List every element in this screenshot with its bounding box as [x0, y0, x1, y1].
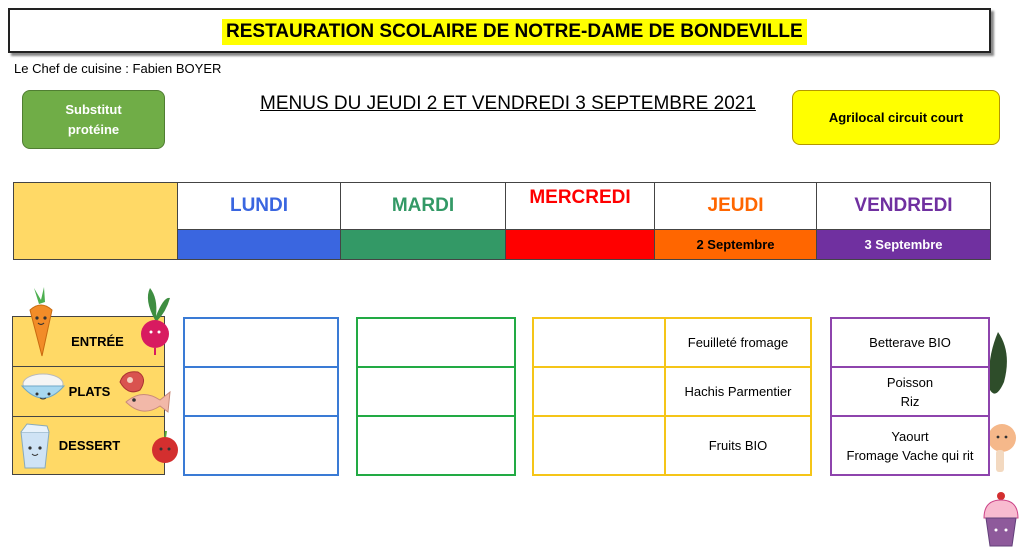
day-bar-jeudi: 2 Septembre: [654, 229, 817, 260]
vendredi-entree: Betterave BIO: [869, 335, 951, 350]
menu-title: MENUS DU JEUDI 2 ET VENDREDI 3 SEPTEMBRE 2021: [260, 93, 756, 114]
day-bar-lundi: [177, 229, 341, 260]
jeudi-dessert: Fruits BIO: [708, 438, 768, 453]
grid-divider: [183, 415, 339, 417]
jeudi-entree: Feuilleté fromage: [687, 335, 789, 350]
agrilocal-badge: Agrilocal circuit court: [792, 90, 1000, 145]
carrot-icon: [22, 286, 60, 358]
chef-label: Le Chef de cuisine : Fabien BOYER: [14, 61, 222, 76]
grid-divider: [356, 415, 516, 417]
grid-divider: [183, 366, 339, 368]
radish-icon: [136, 286, 174, 356]
fish-icon: [120, 384, 172, 420]
course-label-plats: PLATS: [12, 366, 165, 417]
course-label-dessert: DESSERT: [12, 416, 165, 475]
yogurt-icon: [17, 422, 53, 470]
substitut-proteine-badge: [22, 90, 165, 149]
day-header-mardi: MARDI: [340, 182, 506, 230]
substitut-label-line2: protéine: [67, 121, 120, 137]
day-bar-mardi: [340, 229, 506, 260]
day-bar-mercredi: [505, 229, 655, 260]
header-corner-cell: [13, 182, 178, 260]
vendredi-dessert: [832, 417, 988, 474]
grid-divider: [356, 366, 516, 368]
cupcake-icon: [980, 490, 1022, 548]
page-title: RESTAURATION SCOLAIRE DE NOTRE-DAME DE BONDEVILLE: [222, 19, 807, 45]
vendredi-plat-line2: Riz: [900, 393, 920, 409]
menu-grid-lundi: [183, 317, 339, 476]
rice-bowl-icon: [19, 370, 67, 406]
day-header-jeudi: JEUDI: [654, 182, 817, 230]
course-label-entree: ENTRÉE: [12, 316, 165, 367]
day-header-lundi: LUNDI: [177, 182, 341, 230]
vendredi-plat-line1: Poisson: [886, 374, 934, 390]
menu-grid-mardi: [356, 317, 516, 476]
vendredi-plat: [832, 368, 988, 415]
vendredi-dessert-line1: Yaourt: [891, 428, 929, 444]
day-header-vendredi: VENDREDI: [816, 182, 991, 230]
apple-icon: [149, 430, 181, 464]
vendredi-dessert-line2: Fromage Vache qui rit: [846, 447, 974, 463]
day-bar-vendredi: 3 Septembre: [816, 229, 991, 260]
day-header-mercredi: MERCREDI: [505, 182, 655, 230]
jeudi-plat: Hachis Parmentier: [684, 384, 792, 399]
substitut-label-line1: Substitut: [65, 101, 122, 117]
